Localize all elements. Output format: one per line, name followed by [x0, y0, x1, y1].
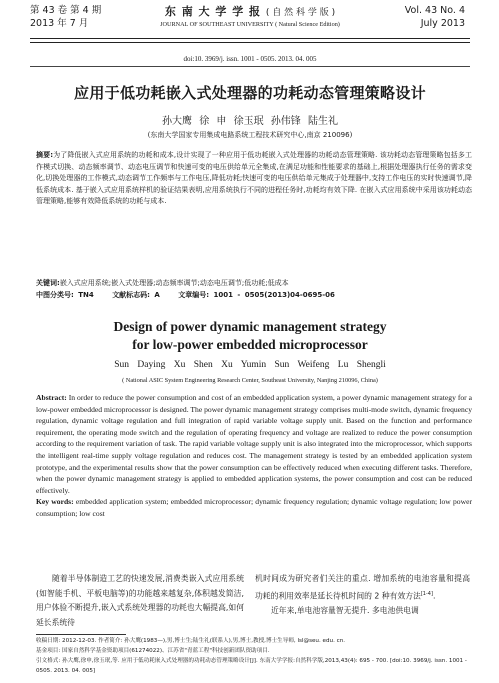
abstract-cn-text: 为了降低嵌入式应用系统的功耗和成本,设计实现了一种应用于低功耗嵌入式处理器的功耗动态管理策略. 该功耗动态管理策略包括多工作模式切换、动态频率调节、动态电压调节和快速可变的电压供给单元全集成,在满足功能和性能要求的基础上,根据处理器执行任务的需求变化,切换处理器的工作模式,动态调节工作频率与工作电压,降低功耗;快速可变的电压供给单元集成于处理器中,支持工作电压的实时快速调节,降低系统成本. 基于嵌入式应用系统样机的验证结果表明,应用系统执行不同的进程任务时,功耗均有效下降. 在嵌入式应用系统中采用该功耗动态管理策略,能够有效降低系统的功耗与成本.: [36, 151, 472, 206]
keywords-cn-text: 嵌入式应用系统;嵌入式处理器;动态频率调节;动态电压调节;低功耗;低成本: [59, 279, 289, 287]
volume-issue-cn: 第 43 卷 第 4 期: [30, 5, 102, 16]
clc-number: 中图分类号: TN4: [36, 291, 94, 299]
journal-edition-cn: ( 自 然 科 学 版 ): [265, 8, 336, 18]
article-number: 文章编号: 1001 - 0505(2013)04-0695-06: [178, 291, 335, 299]
footnotes: [36, 636, 476, 676]
affiliation-cn: (东南大学国家专用集成电路系统工程技术研究中心,南京 210096): [147, 131, 353, 139]
footnote-received: 收稿日期: 2012-12-03. 作者简介: 孙大鹰(1983—),男,博士生;陆生礼(联系人),男,博士,教授,博士生导师, lsl@seu. edu. cn.: [36, 638, 346, 644]
footnote-rule: [36, 634, 126, 635]
abstract-cn-label: 摘要:: [36, 151, 54, 159]
authors-cn: 孙大鹰 徐 申 徐玉珉 孙伟锋 陆生礼: [162, 116, 338, 127]
header-volume-cn: [30, 4, 101, 30]
abstract-cn: [36, 150, 472, 208]
doi: doi:10. 3969/j. issn. 1001 - 0505. 2013. 04. 005: [183, 55, 317, 63]
header-rule-thin: [30, 42, 470, 43]
title-en-line2: for low-power embedded microprocessor: [132, 337, 368, 352]
body-right-paragraph-2: 近年来,单电池容量智无提升. 多电池供电调: [271, 605, 419, 615]
affiliation-en: ( National ASIC System Engineering Research Center, Southeast University, Nanjing 210096, China): [122, 377, 378, 384]
header-rule-thick: [30, 38, 470, 39]
abstract-en: [36, 392, 472, 520]
keywords-cn: [36, 278, 472, 290]
document-code: 文献标志码: A: [112, 291, 160, 299]
keywords-cn-label: 关键词:: [36, 279, 60, 287]
header-volume-en: [405, 4, 465, 30]
journal-name-cn: 东 南 大 学 学 报: [164, 5, 262, 18]
volume-issue-en: Vol. 43 No. 4: [404, 5, 465, 16]
abstract-en-label: Abstract:: [36, 393, 67, 402]
authors-en: Sun Daying Xu Shen Xu Yumin Sun Weifeng Lu Shengli: [114, 360, 386, 370]
citation-ref[interactable]: [1-4]: [420, 590, 433, 597]
title-cn: 应用于低功耗嵌入式处理器的功耗动态管理策略设计: [74, 84, 426, 102]
abstract-en-paragraph: [36, 392, 472, 496]
abstract-en-text: In order to reduce the power consumption and cost of an embedded application system, a power dynamic management strategy for a low-power embedded microprocessor is designed. The power dynamic management strategy comprises multi-mode switch, dynamic frequency regulation, dynamic voltage regulation and full integration of rapid variable voltage supply unit. Based on the function and performance requirement, the operating mode switch and the regulation of operating frequency and voltage are realized to reduce the power consumption according to the requirement variation of task. The rapid variable voltage supply unit is also integrated into the microprocessor, which supports the intelligent real-time supply voltage regulation and reduces cost. The management strategy is tested by an embedded application system prototype, and the experimental results show that the power consumption can be effectively reduced when executing different tasks. Therefore, when the power dynamic management strategy is applied to embedded application systems, the power consumption and cost can be reduced effectively.: [36, 393, 473, 495]
footnote-fund: 基金项目: 国家自然科学基金资助项目(61274022)、江苏省"青蓝工程"科技创新团队资助项目.: [36, 648, 270, 654]
keywords-en-label: Key words:: [36, 497, 74, 507]
keywords-en: [36, 496, 472, 519]
title-en: [30, 318, 470, 354]
date-cn: 2013 年 7 月: [30, 18, 89, 29]
body-right-paragraph-1: 机时间成为研究者们关注的重点. 增加系统的电池容量和提高功耗的利用效率是延长待机时间的 2 种有效方法[1-4].: [255, 574, 470, 601]
body-column-right: [255, 572, 470, 618]
title-en-line1: Design of power dynamic management strategy: [113, 319, 387, 334]
doi-rule: [30, 66, 470, 67]
keywords-en-text: embedded application system; embedded microprocessor; dynamic frequency regulation; dynamic voltage regulation; low power consumption; low cost: [36, 497, 472, 518]
journal-name-en: JOURNAL OF SOUTHEAST UNIVERSITY ( Natural Science Edition): [160, 21, 340, 28]
classification-line: [36, 290, 472, 302]
date-en: July 2013: [420, 18, 465, 29]
journal-masthead: [120, 3, 380, 28]
body-column-left: 随着半导体制造工艺的快速发展,消费类嵌入式应用系统(如智能手机、平板电脑等)的功能越来越复杂,体积越发简洁,用户体验不断提升,嵌入式系统处理器的功耗也大幅提高,如何延长系统待: [36, 574, 244, 627]
footnote-citation: 引文格式: 孙大鹰,徐申,徐玉珉,等. 应用于低功耗嵌入式处理器的功耗动态管理策略设计[J]. 东南大学学报:自然科学版,2013,43(4): 695 - 700. [doi:10. 3969/j. issn. 1001 - 0505. 2013. 04. 005]: [36, 658, 467, 674]
